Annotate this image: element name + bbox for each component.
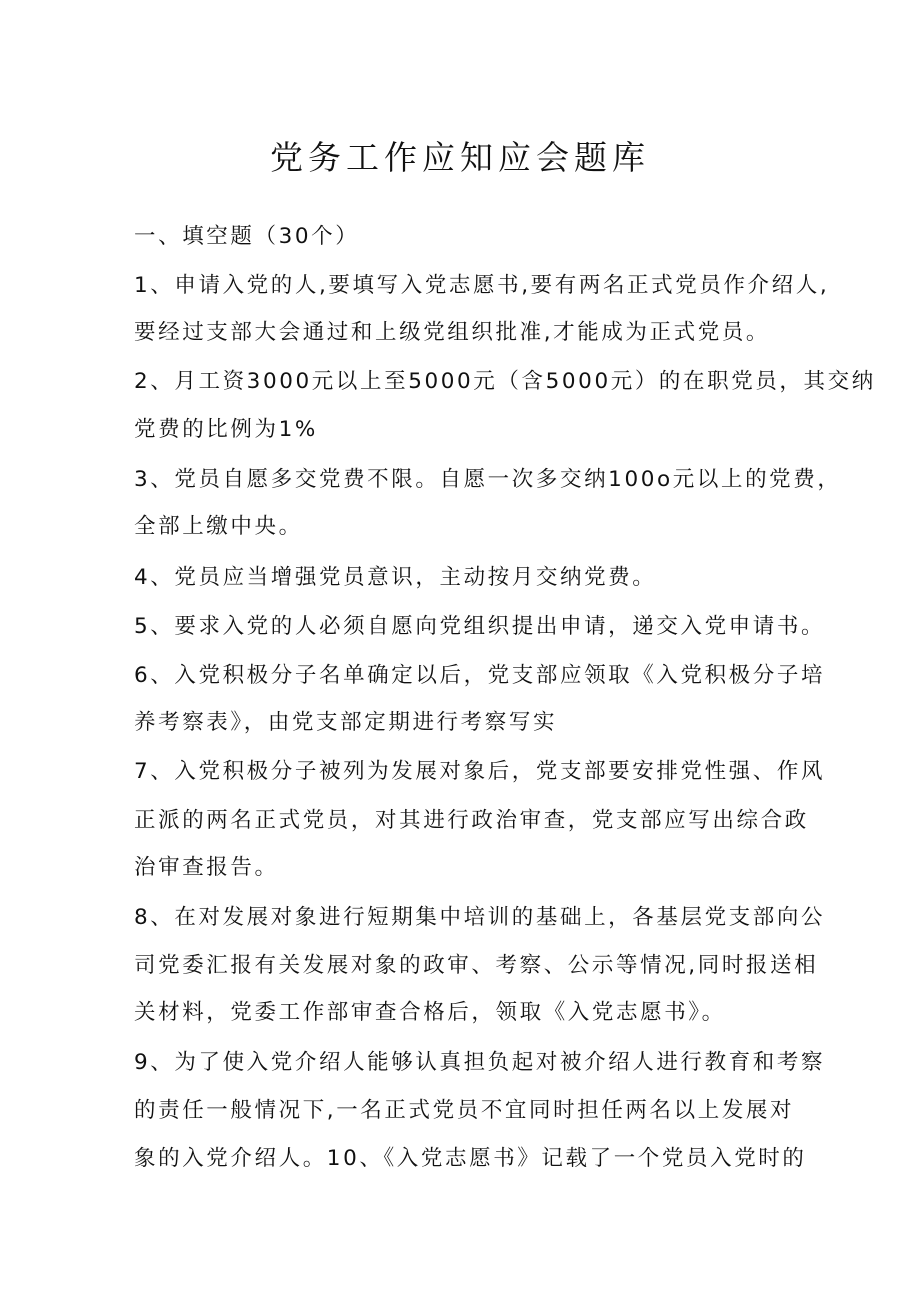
text-line: 9、为了使入党介绍人能够认真担负起对被介绍人进行教育和考察 <box>134 1050 826 1075</box>
text-line: 养考察表》，由党支部定期进行考察写实 <box>134 710 558 735</box>
text-line: 关材料，党委工作部审查合格后，领取《入党志愿书》。 <box>134 1000 726 1025</box>
text-line: 要经过支部大会通过和上级党组织批准,才能成为正式党员。 <box>134 320 771 345</box>
text-line: 党费的比例为1% <box>134 417 318 442</box>
text-line: 2、月工资3000元以上至5000元（含5000元）的在职党员，其交纳 <box>134 369 876 394</box>
text-line: 正派的两名正式党员，对其进行政治审查，党支部应写出综合政 <box>134 808 809 833</box>
text-line: 5、要求入党的人必须自愿向党组织提出申请，递交入党申请书。 <box>134 614 826 639</box>
text-line: 1、申请入党的人,要填写入党志愿书,要有两名正式党员作介绍人, <box>134 273 830 298</box>
section-heading: 一、填空题（30个） <box>134 224 360 249</box>
text-line: 治审查报告。 <box>134 855 279 880</box>
text-line: 司党委汇报有关发展对象的政审、考察、公示等情况,同时报送相 <box>134 953 819 978</box>
text-line: 3、党员自愿多交党费不限。自愿一次多交纳100o元以上的党费， <box>134 467 842 492</box>
text-line: 的责任一般情况下,一名正式党员不宜同时担任两名以上发展对 <box>134 1098 795 1123</box>
document-title: 党务工作应知应会题库 <box>270 138 650 177</box>
text-line: 7、入党积极分子被列为发展对象后，党支部要安排党性强、作风 <box>134 759 826 784</box>
text-line: 象的入党介绍人。10、《入党志愿书》记载了一个党员入党时的 <box>134 1146 807 1171</box>
text-line: 4、党员应当增强党员意识，主动按月交纳党费。 <box>134 565 657 590</box>
text-line: 6、入党积极分子名单确定以后，党支部应领取《入党积极分子培 <box>134 663 826 688</box>
text-line: 8、在对发展对象进行短期集中培训的基础上，各基层党支部向公 <box>134 905 826 930</box>
text-line: 全部上缴中央。 <box>134 514 303 539</box>
